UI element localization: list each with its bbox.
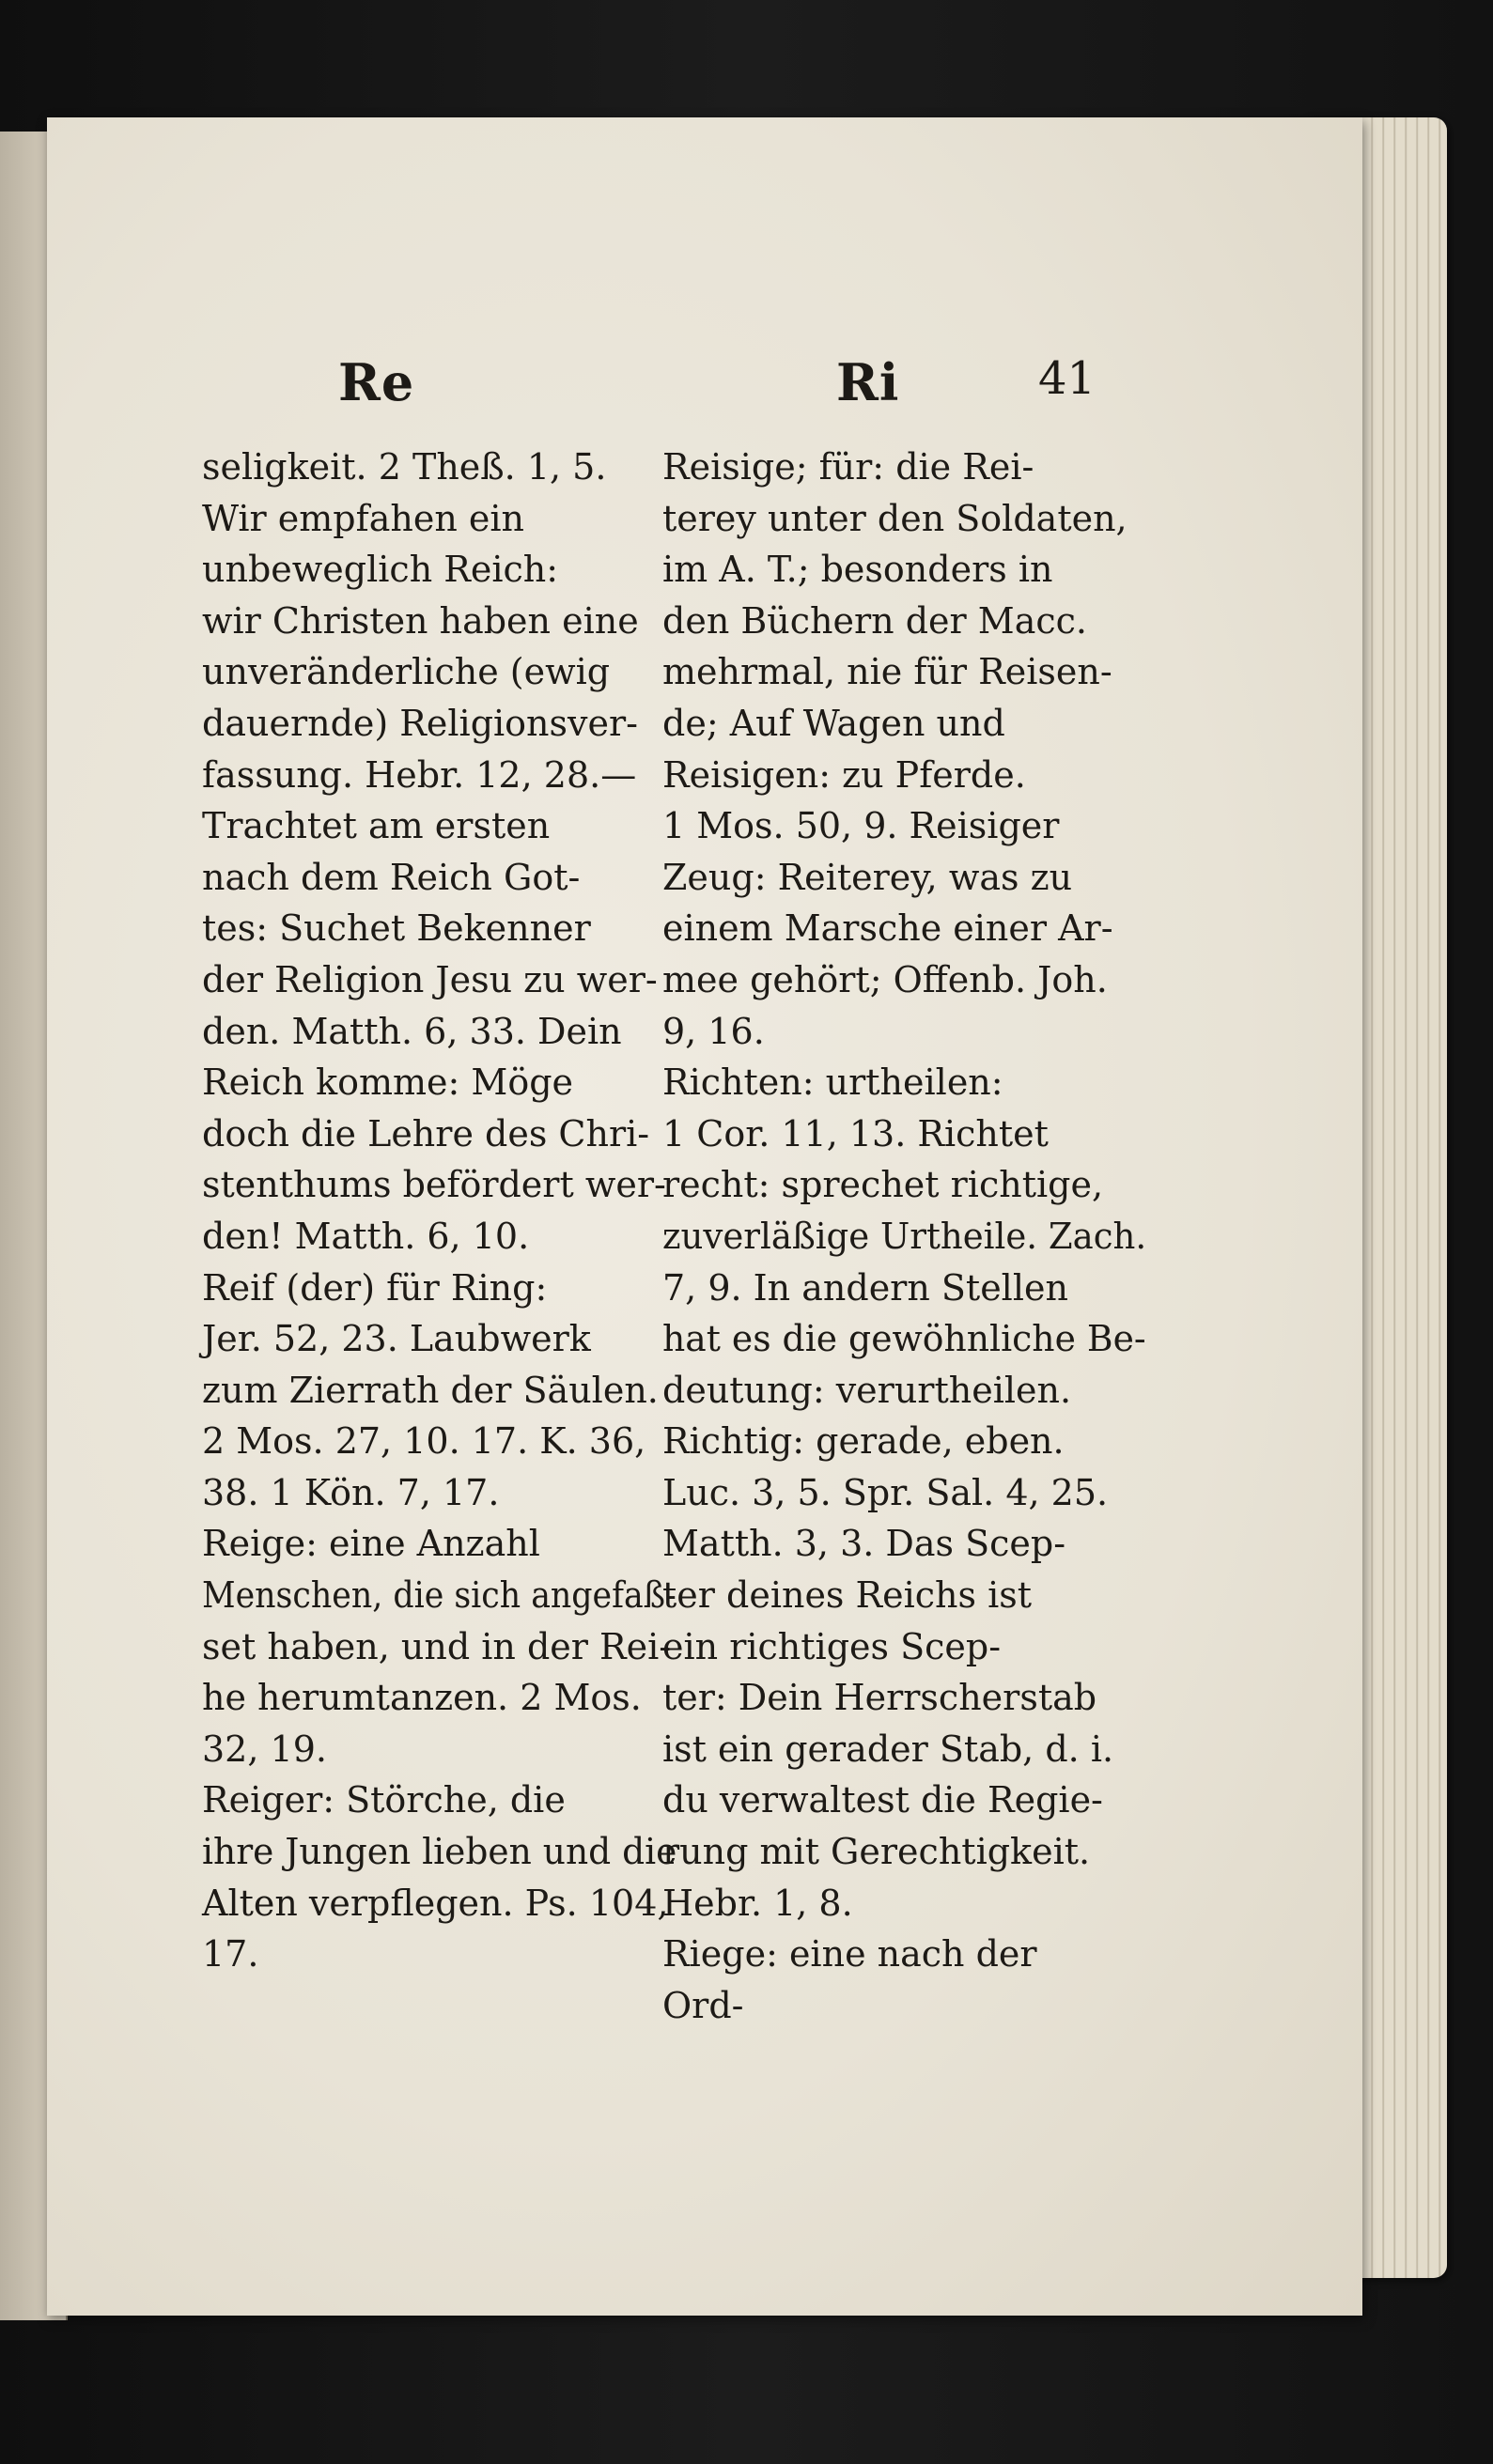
text-line: 2 Mos. 27, 10. 17. K. 36, (202, 1420, 646, 1463)
text-line: ist ein gerader Stab, d. i. (662, 1728, 1114, 1770)
text-line: unbeweglich Reich: (202, 549, 559, 591)
text-line: Richten: urtheilen: (662, 1062, 1003, 1104)
text-line: tes: Suchet Bekenner (202, 907, 591, 950)
text-line: seligkeit. 2 Theß. 1, 5. (202, 446, 607, 488)
text-line: Reisigen: zu Pferde. (662, 753, 1026, 796)
text-line: Reif (der) für Ring: (202, 1266, 548, 1309)
text-line: den! Matth. 6, 10. (202, 1215, 530, 1257)
text-line: Reiger: Störche, die (202, 1779, 566, 1821)
text-line: Menschen, die sich angefaß- (202, 1574, 677, 1617)
text-line: Ord- (662, 1984, 744, 2026)
text-line: Matth. 3, 3. Das Scep- (662, 1523, 1066, 1565)
text-line: zuverläßige Urtheile. Zach. (662, 1215, 1147, 1257)
text-line: deutung: verurtheilen. (662, 1369, 1072, 1411)
text-line: 9, 16. (662, 1010, 765, 1052)
text-line: Trachtet am ersten (202, 805, 551, 847)
text-line: nach dem Reich Got- (202, 856, 581, 898)
text-line: Luc. 3, 5. Spr. Sal. 4, 25. (662, 1471, 1109, 1513)
text-line: ihre Jungen lieben und die (202, 1831, 677, 1873)
text-line: Zeug: Reiterey, was zu (662, 856, 1073, 898)
text-line: 1 Cor. 11, 13. Richtet (662, 1112, 1049, 1155)
text-line: doch die Lehre des Chri- (202, 1112, 650, 1155)
text-line: Reich komme: Möge (202, 1062, 574, 1104)
text-line: mehrmal, nie für Reisen- (662, 651, 1112, 693)
text-line: Hebr. 1, 8. (662, 1882, 853, 1924)
text-line: dauernde) Religionsver- (202, 702, 638, 744)
left-text-column (202, 442, 677, 1980)
text-line: Wir empfahen ein (202, 497, 524, 539)
text-line: du verwaltest die Regie- (662, 1779, 1103, 1821)
text-line: 17. (202, 1933, 259, 1976)
text-line: zum Zierrath der Säulen. (202, 1369, 659, 1411)
text-line: mee gehört; Offenb. Joh. (662, 958, 1108, 1000)
text-line: ter: Dein Herrscherstab (662, 1677, 1097, 1719)
text-line: Reige: eine Anzahl (202, 1523, 540, 1565)
text-line: einem Marsche einer Ar- (662, 907, 1113, 950)
text-line: 38. 1 Kön. 7, 17. (202, 1471, 500, 1513)
text-line: unveränderliche (ewig (202, 651, 611, 693)
text-line: im A. T.; besonders in (662, 549, 1053, 591)
text-line: Richtig: gerade, eben. (662, 1420, 1065, 1463)
text-line: he herumtanzen. 2 Mos. (202, 1677, 642, 1719)
text-line: 1 Mos. 50, 9. Reisiger (662, 805, 1060, 847)
text-line: Reisige; für: die Rei- (662, 446, 1034, 488)
text-line: recht: sprechet richtige, (662, 1164, 1104, 1206)
text-line: set haben, und in der Rei- (202, 1625, 672, 1667)
text-line: de; Auf Wagen und (662, 702, 1005, 744)
left-running-head: Re (338, 352, 415, 412)
text-line: 32, 19. (202, 1728, 327, 1770)
text-line: Alten verpflegen. Ps. 104, (202, 1882, 669, 1924)
text-line: terey unter den Soldaten, (662, 497, 1128, 539)
right-running-head: Ri (836, 352, 900, 412)
text-line: ter deines Reichs ist (662, 1574, 1033, 1617)
text-line: Jer. 52, 23. Laubwerk (202, 1318, 591, 1360)
text-line: 7, 9. In andern Stellen (662, 1266, 1068, 1309)
text-line: ein richtiges Scep- (662, 1625, 1002, 1667)
text-line: hat es die gewöhnliche Be- (662, 1318, 1146, 1360)
text-line: der Religion Jesu zu wer- (202, 958, 658, 1000)
text-line: stenthums befördert wer- (202, 1164, 666, 1206)
text-line: den Büchern der Macc. (662, 599, 1087, 642)
text-line: Riege: eine nach der (662, 1933, 1037, 1976)
text-line: den. Matth. 6, 33. Dein (202, 1010, 622, 1052)
right-text-column (662, 442, 1146, 2031)
page-number: 41 (1038, 352, 1096, 405)
book-page (47, 117, 1362, 2316)
text-line: rung mit Gerechtigkeit. (662, 1831, 1091, 1873)
text-line: fassung. Hebr. 12, 28.— (202, 753, 637, 796)
text-line: wir Christen haben eine (202, 599, 639, 642)
